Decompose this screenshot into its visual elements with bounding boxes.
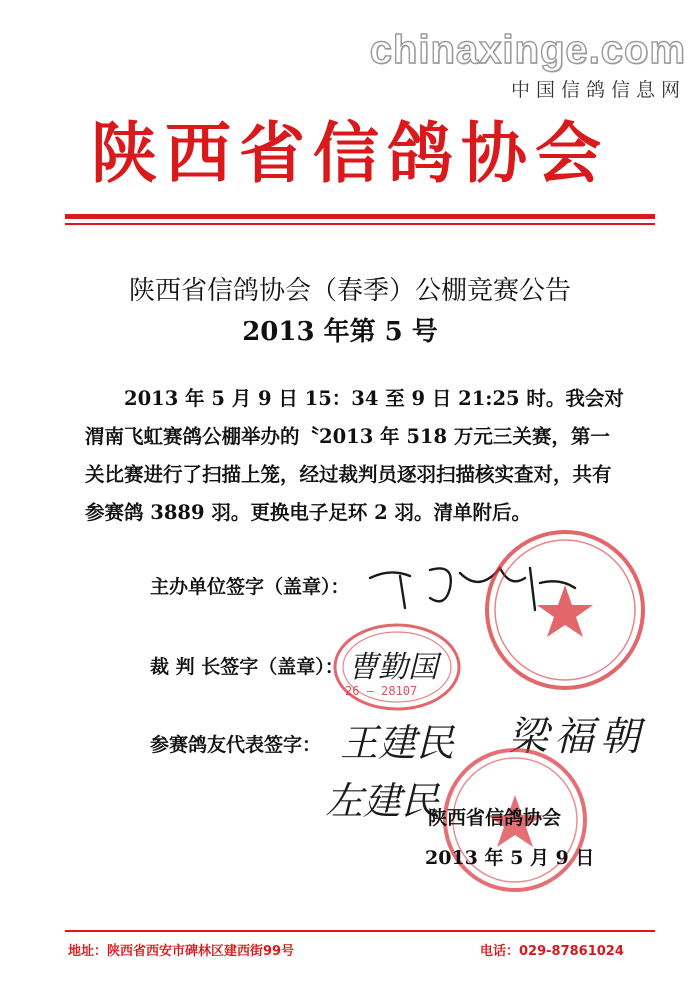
letterhead-rule-thick — [65, 214, 655, 219]
watermark — [370, 28, 686, 102]
announcement-title: 陕西省信鸽协会（春季）公棚竞赛公告 — [128, 276, 571, 306]
letterhead-org-name: 陕西省信鸽协会 — [91, 114, 609, 192]
delegate-name-3: 左建民 — [325, 779, 440, 823]
delegate-name-1: 王建民 — [340, 721, 455, 765]
footer-rule — [65, 930, 655, 932]
delegate-name-2: 梁福朝 — [508, 714, 646, 760]
footer-phone: 电话：029-87861024 — [480, 944, 624, 959]
organizer-signature-label: 主办单位签字（盖章）： — [150, 576, 350, 598]
announcement-number: 2013 年第 5 号 — [242, 317, 438, 347]
referee-signature-label: 裁 判 长签字（盖章）： — [150, 656, 344, 678]
referee-stamp-number: 26 — 28107 — [345, 684, 418, 698]
organizer-seal — [480, 525, 650, 695]
announcement-body: 2013 年 5 月 9 日 15：34 至 9 日 21:25 时。我会对渭南飞虹赛鸽公棚举办的〝2013 年 518 万元三关赛，第一关比赛进行了扫描上笼，经过裁判员逐羽扫描核实查对，共有参赛鸽 3889 羽。更换电子足环 2 羽。清单附后。 — [85, 387, 624, 524]
referee-name: 曹勤国 — [348, 650, 438, 685]
issuer-org: 陕西省信鸽协会 — [428, 807, 562, 829]
issuer-date: 2013 年 5 月 9 日 — [425, 847, 595, 869]
letterhead-rule-thin — [65, 223, 655, 225]
watermark-site: chinaxinge.com — [369, 28, 686, 72]
watermark-site-cn: 中国信鸽信息网 — [510, 79, 686, 101]
delegate-signature-label: 参赛鸽友代表签字： — [150, 734, 322, 756]
footer-address: 地址：陕西省西安市碑林区建西街99号 — [68, 944, 295, 959]
